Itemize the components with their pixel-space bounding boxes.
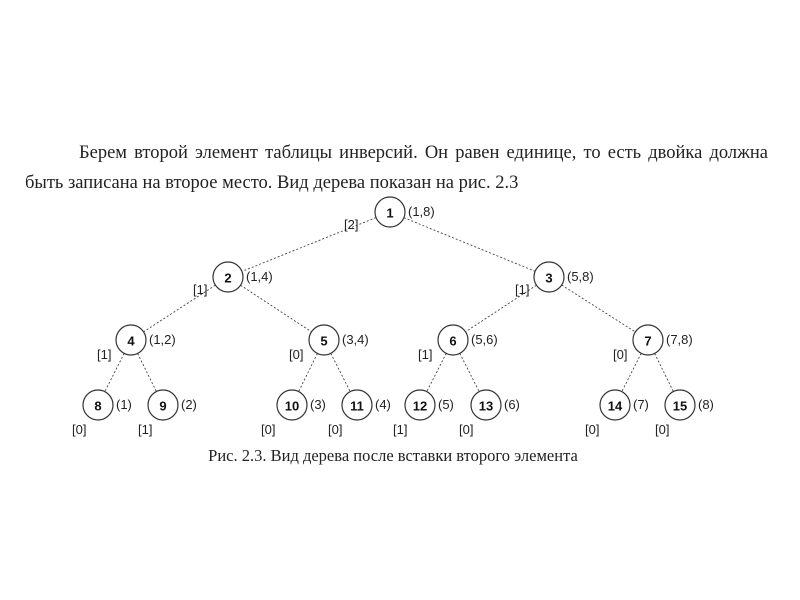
node-count-label: [0] bbox=[261, 422, 276, 437]
node-count-label: [0] bbox=[328, 422, 343, 437]
node-number: 1 bbox=[386, 205, 394, 221]
tree-edge-4-9 bbox=[138, 353, 157, 391]
node-range-label: (1,4) bbox=[246, 269, 273, 284]
node-range-label: (7,8) bbox=[666, 332, 693, 347]
tree-node-12 bbox=[393, 390, 454, 437]
node-number: 8 bbox=[94, 398, 102, 414]
node-range-label: (8) bbox=[698, 397, 714, 412]
tree-node-14 bbox=[585, 390, 649, 437]
tree-edge-1-3 bbox=[404, 218, 535, 272]
node-count-label: [0] bbox=[655, 422, 670, 437]
node-number: 5 bbox=[320, 333, 328, 349]
tree-edge-5-11 bbox=[331, 353, 350, 391]
tree-node-13 bbox=[459, 390, 520, 437]
node-number: 12 bbox=[412, 398, 428, 414]
node-range-label: (5) bbox=[438, 397, 454, 412]
node-count-label: [0] bbox=[459, 422, 474, 437]
node-range-label: (3,4) bbox=[342, 332, 369, 347]
tree-node-10 bbox=[261, 390, 326, 437]
node-count-label: [0] bbox=[289, 347, 304, 362]
node-number: 9 bbox=[159, 398, 167, 414]
node-number: 7 bbox=[644, 333, 652, 349]
node-count-label: [1] bbox=[138, 422, 153, 437]
tree-node-5 bbox=[289, 325, 369, 362]
node-count-label: [0] bbox=[613, 347, 628, 362]
node-number: 14 bbox=[607, 398, 623, 414]
node-number: 15 bbox=[672, 398, 688, 414]
tree-node-3 bbox=[515, 262, 594, 297]
node-count-label: [0] bbox=[585, 422, 600, 437]
tree-node-2 bbox=[193, 262, 273, 297]
node-count-label: [1] bbox=[97, 347, 112, 362]
node-count-label: [1] bbox=[193, 282, 208, 297]
node-count-label: [1] bbox=[418, 347, 433, 362]
tree-node-7 bbox=[613, 325, 693, 362]
node-number: 3 bbox=[545, 270, 553, 286]
tree-node-6 bbox=[418, 325, 498, 362]
node-number: 6 bbox=[449, 333, 457, 349]
node-count-label: [1] bbox=[393, 422, 408, 437]
node-range-label: (7) bbox=[633, 397, 649, 412]
node-range-label: (5,6) bbox=[471, 332, 498, 347]
node-range-label: (2) bbox=[181, 397, 197, 412]
tree-node-11 bbox=[328, 390, 391, 437]
node-count-label: [1] bbox=[515, 282, 530, 297]
node-range-label: (4) bbox=[375, 397, 391, 412]
body-paragraph: Берем второй элемент таблицы инверсий. Он равен единице, то есть двойка должна быть записана на второе место. Вид дерева показан на рис. 2.3 bbox=[25, 143, 768, 193]
figure-caption-text: Рис. 2.3. Вид дерева после вставки второго элемента bbox=[208, 446, 578, 465]
node-range-label: (3) bbox=[310, 397, 326, 412]
node-number: 2 bbox=[224, 270, 232, 286]
node-range-label: (5,8) bbox=[567, 269, 594, 284]
node-count-label: [0] bbox=[72, 422, 87, 437]
node-number: 4 bbox=[127, 333, 135, 349]
tree-edge-7-15 bbox=[655, 353, 674, 391]
tree-node-8 bbox=[72, 390, 132, 437]
tree-node-1 bbox=[344, 197, 435, 232]
figure-caption bbox=[0, 446, 800, 466]
node-range-label: (6) bbox=[504, 397, 520, 412]
tree-node-9 bbox=[138, 390, 197, 437]
node-number: 11 bbox=[350, 398, 364, 414]
tree-edge-3-7 bbox=[562, 285, 636, 332]
node-range-label: (1,8) bbox=[408, 204, 435, 219]
node-number: 10 bbox=[284, 398, 300, 414]
tree-edge-2-5 bbox=[241, 285, 312, 332]
tree-edge-6-13 bbox=[460, 353, 479, 391]
node-count-label: [2] bbox=[344, 217, 359, 232]
node-number: 13 bbox=[478, 398, 494, 414]
tree-node-15 bbox=[655, 390, 714, 437]
node-range-label: (1) bbox=[116, 397, 132, 412]
tree-node-4 bbox=[97, 325, 176, 362]
node-range-label: (1,2) bbox=[149, 332, 176, 347]
